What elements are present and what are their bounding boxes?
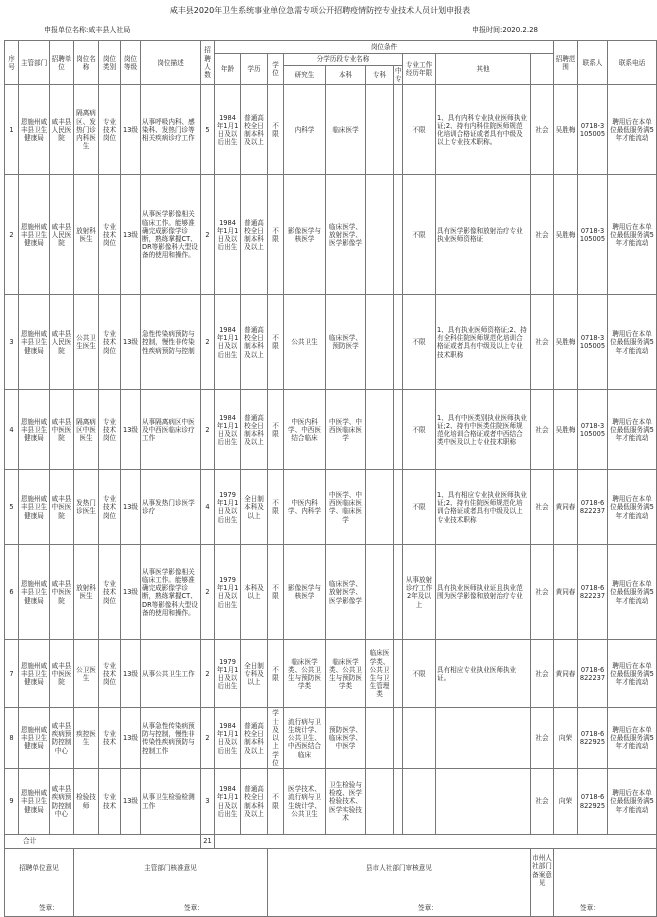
cell-seq: 5	[5, 470, 19, 545]
cell-phone: 0718-3105005	[578, 295, 608, 390]
date-label: 申报时间:	[472, 26, 503, 34]
cell-post-type: 专业技术岗位	[99, 640, 121, 708]
table-row	[5, 175, 657, 295]
cell-post-desc: 从事卫生检验检测工作	[141, 769, 201, 835]
cell-seq: 1	[5, 85, 19, 175]
cell-secondary	[394, 640, 403, 708]
cell-post-type: 专业技术岗位	[99, 295, 121, 390]
table-row	[5, 470, 657, 545]
cell-post-name: 发热门诊医生	[74, 470, 99, 545]
cell-grad: 中医内科学、内科学	[284, 470, 326, 545]
cell-experience	[403, 708, 436, 769]
cell-age: 1984年1月1日及以后出生	[215, 175, 241, 295]
cell-count: 2	[201, 545, 215, 640]
recruitment-table	[4, 40, 657, 917]
cell-unit: 咸丰县人民医院	[50, 295, 74, 390]
cell-post-name: 放射科医生	[74, 545, 99, 640]
cell-unit: 咸丰县中医医院	[50, 470, 74, 545]
cell-authority: 恩施州咸丰县卫生健康局	[19, 708, 50, 769]
cell-authority: 恩施州咸丰县卫生健康局	[19, 545, 50, 640]
cell-phone: 0718-6822237	[578, 545, 608, 640]
table-row	[5, 545, 657, 640]
cell-grad: 公共卫生	[284, 295, 326, 390]
hdr-education: 学历	[241, 54, 268, 85]
cell-count: 2	[201, 295, 215, 390]
cell-education: 普通高校全日制本科及以上	[241, 175, 268, 295]
cell-degree: 学士及以上学位	[268, 708, 284, 769]
cell-phone: 0718-6822237	[578, 470, 608, 545]
cell-unit: 咸丰县人民医院	[50, 175, 74, 295]
cell-age: 1979年1月1日及以后出生	[215, 640, 241, 708]
cell-grad: 流行病与卫生统计学、公共卫生、中西医结合临床	[284, 708, 326, 769]
applicant-line	[44, 26, 130, 35]
hdr-post-type: 岗位类别	[99, 41, 121, 85]
table-row	[5, 85, 657, 175]
cell-unit: 咸丰县疾病预防控制中心	[50, 769, 74, 835]
cell-post-type: 专业技术	[99, 769, 121, 835]
cell-other: 1、具有内科专业执业医师执业证;2、持有内科住院医师规范化培训合格证或者具有中级及以上专业技术职称。	[436, 85, 531, 175]
sig-city	[531, 849, 554, 917]
hdr-phone: 联系电话	[608, 41, 657, 85]
cell-grad: 医学技术、流行病与卫生统计学、公共卫生	[284, 769, 326, 835]
cell-grad: 临床医学类、公共卫生与预防医学类	[284, 640, 326, 708]
cell-post-desc: 从事医学影像相关临床工作。能够准确完成影像学诊断，熟练掌握CT、DR等影像科大型设备的使用和操作。	[141, 175, 201, 295]
cell-phone: 0718-6822237	[578, 640, 608, 708]
sig-unit-sign: 签章：	[39, 903, 59, 912]
hdr-count: 招聘人数	[201, 41, 215, 85]
cell-post-desc: 从事呼吸内科、感染科、发热门诊等相关疾病诊疗工作	[141, 85, 201, 175]
cell-authority: 恩施州咸丰县卫生健康局	[19, 295, 50, 390]
sig-unit	[5, 849, 74, 917]
cell-education: 普通高校全日制本科及以上	[241, 708, 268, 769]
cell-age: 1984年1月1日及以后出生	[215, 390, 241, 470]
sig-county-caption: 县市人社部门审核意见	[366, 864, 432, 873]
cell-post-desc: 从事急性传染病预防与控制，慢性非传染性疾病预防与控制工作	[141, 708, 201, 769]
cell-remark: 聘用后在本单位最低服务满5年才能流动	[608, 175, 657, 295]
cell-phone: 0718-6822925	[578, 708, 608, 769]
cell-undergrad: 临床医学、预防医学	[326, 295, 366, 390]
cell-contact: 吴胜梅	[554, 295, 578, 390]
cell-unit: 咸丰县中医医院	[50, 390, 74, 470]
cell-post-level: 13级	[121, 85, 141, 175]
cell-age: 1984年1月1日及以后出生	[215, 769, 241, 835]
cell-count: 2	[201, 640, 215, 708]
cell-count: 2	[201, 175, 215, 295]
cell-post-type: 专业技术岗位	[99, 85, 121, 175]
cell-other: 1、具有执业医师资格证;2、持有全科住院医师规范化培训合格证或者具有中级及以上专业技术职称	[436, 295, 531, 390]
sig-authority-sign: 签章：	[184, 903, 204, 912]
cell-other	[436, 708, 531, 769]
cell-remark: 聘用后在本单位最低服务满5年才能流动	[608, 295, 657, 390]
table-row	[5, 295, 657, 390]
cell-contact: 向荣	[554, 708, 578, 769]
cell-college	[366, 85, 394, 175]
cell-experience: 不限	[403, 640, 436, 708]
cell-undergrad: 临床医学、放射医学、医学影像学	[326, 545, 366, 640]
cell-other: 1、具有中医类别执业医师执业证;2、持有中医类住院医师规范化培训合格证或者中西结合类中医及以上专业技术职称	[436, 390, 531, 470]
total-row	[5, 835, 657, 849]
cell-experience: 不限	[403, 295, 436, 390]
cell-seq: 3	[5, 295, 19, 390]
cell-post-name: 疾控医生	[74, 708, 99, 769]
cell-age: 1979年1月1日及以后出生	[215, 545, 241, 640]
cell-experience: 不限	[403, 390, 436, 470]
date-value: 2020.2.28	[502, 26, 538, 34]
cell-post-level: 13级	[121, 390, 141, 470]
cell-post-type: 专业技术岗位	[99, 545, 121, 640]
cell-contact: 吴胜梅	[554, 175, 578, 295]
cell-unit: 咸丰县中医医院	[50, 640, 74, 708]
hdr-degree: 学位	[268, 54, 284, 85]
cell-seq: 6	[5, 545, 19, 640]
cell-post-desc: 从事隔离病区中医及中西医临床诊疗工作	[141, 390, 201, 470]
cell-scope: 社会	[531, 175, 554, 295]
cell-unit: 咸丰县人民医院	[50, 85, 74, 175]
cell-grad: 内科学	[284, 85, 326, 175]
cell-post-level: 13级	[121, 470, 141, 545]
cell-post-type: 专业技术岗位	[99, 390, 121, 470]
sig-unit-caption: 招聘单位意见	[19, 864, 59, 873]
cell-post-level: 13级	[121, 295, 141, 390]
cell-experience	[403, 769, 436, 835]
sig-city-caption: 市州人社部门备案意见	[532, 854, 552, 887]
cell-authority: 恩施州咸丰县卫生健康局	[19, 470, 50, 545]
cell-experience: 不限	[403, 85, 436, 175]
cell-experience: 不限	[403, 175, 436, 295]
cell-secondary	[394, 175, 403, 295]
table-row	[5, 390, 657, 470]
cell-undergrad: 中医学、中西医临床医学、临床医学	[326, 470, 366, 545]
cell-grad: 影像医学与核医学	[284, 175, 326, 295]
cell-secondary	[394, 470, 403, 545]
cell-scope: 社会	[531, 545, 554, 640]
cell-college	[366, 390, 394, 470]
cell-authority: 恩施州咸丰县卫生健康局	[19, 640, 50, 708]
meta-bar	[4, 24, 636, 38]
cell-undergrad: 预防医学、临床医学、中医学	[326, 708, 366, 769]
cell-contact: 黄同春	[554, 470, 578, 545]
cell-scope: 社会	[531, 769, 554, 835]
hdr-scope: 招聘范围	[554, 41, 578, 85]
cell-undergrad: 临床医学	[326, 85, 366, 175]
cell-degree: 不限	[268, 470, 284, 545]
hdr-grad: 研究生	[284, 66, 326, 85]
cell-college	[366, 175, 394, 295]
cell-count: 3	[201, 769, 215, 835]
sig-city-space	[554, 849, 657, 917]
hdr-conditions: 岗位条件	[215, 41, 554, 54]
hdr-experience: 专业工作经历年限	[403, 54, 436, 85]
table-row	[5, 708, 657, 769]
cell-secondary	[394, 85, 403, 175]
cell-degree: 不限	[268, 769, 284, 835]
cell-post-level: 13级	[121, 545, 141, 640]
cell-education: 普通高校全日制本科及以上	[241, 85, 268, 175]
cell-grad: 影像医学与核医学	[284, 545, 326, 640]
cell-college	[366, 545, 394, 640]
cell-remark: 聘用后在本单位最低服务满5年才能流动	[608, 470, 657, 545]
cell-post-desc: 急性传染病预防与控制，慢性非传染性疾病预防与控制	[141, 295, 201, 390]
cell-undergrad: 临床医学、放射医学、医学影像学	[326, 175, 366, 295]
cell-post-name: 公卫医生	[74, 640, 99, 708]
cell-seq: 2	[5, 175, 19, 295]
cell-post-desc: 从事医学影像相关临床工作。能够准确完成影像学诊断，熟练掌握CT、DR等影像科大型设备的使用和操作。	[141, 545, 201, 640]
cell-scope: 社会	[531, 470, 554, 545]
cell-experience: 从事放射诊疗工作2年及以上	[403, 545, 436, 640]
cell-post-desc: 从事发热门诊医学诊疗	[141, 470, 201, 545]
sig-authority	[74, 849, 268, 917]
cell-scope: 社会	[531, 640, 554, 708]
cell-secondary	[394, 545, 403, 640]
date-line	[472, 26, 538, 35]
cell-unit: 咸丰县中医医院	[50, 545, 74, 640]
cell-college	[366, 769, 394, 835]
cell-undergrad: 卫生检验与检疫、医学检验技术、医学实验技术	[326, 769, 366, 835]
hdr-seq: 序号	[5, 41, 19, 85]
cell-post-name: 隔离病区中医医生	[74, 390, 99, 470]
applicant-name: 咸丰县人社局	[88, 26, 131, 34]
applicant-label: 申报单位名称:	[44, 26, 89, 34]
cell-other	[436, 769, 531, 835]
cell-contact: 黄同春	[554, 545, 578, 640]
cell-remark: 聘用后在本单位最低服务满5年才能流动	[608, 640, 657, 708]
cell-seq: 8	[5, 708, 19, 769]
cell-degree: 不限	[268, 295, 284, 390]
hdr-age: 年龄	[215, 54, 241, 85]
cell-age: 1984年1月1日及以后出生	[215, 295, 241, 390]
cell-undergrad: 中医学、中西医临床医学	[326, 390, 366, 470]
sig-county	[268, 849, 531, 917]
cell-degree: 不限	[268, 390, 284, 470]
cell-contact: 吴胜梅	[554, 85, 578, 175]
cell-post-level: 13级	[121, 708, 141, 769]
cell-post-level: 13级	[121, 769, 141, 835]
cell-post-type: 专业技术岗位	[99, 175, 121, 295]
cell-post-desc: 从事公共卫生工作	[141, 640, 201, 708]
cell-authority: 恩施州咸丰县卫生健康局	[19, 769, 50, 835]
cell-education: 普通高校全日制本科及以上	[241, 390, 268, 470]
hdr-post-level: 岗位等级	[121, 41, 141, 85]
sig-city-sign: 签章：	[580, 903, 600, 912]
cell-degree: 不限	[268, 85, 284, 175]
total-value: 21	[201, 835, 215, 849]
cell-post-name: 放射科医生	[74, 175, 99, 295]
cell-scope: 社会	[531, 390, 554, 470]
hdr-authority: 主管部门	[19, 41, 50, 85]
cell-seq: 7	[5, 640, 19, 708]
hdr-college: 专科	[366, 66, 394, 85]
cell-contact: 向荣	[554, 769, 578, 835]
table-body	[5, 85, 657, 835]
cell-age: 1984年1月1日及以后出生	[215, 85, 241, 175]
cell-post-level: 13级	[121, 640, 141, 708]
total-label: 合计	[5, 835, 201, 849]
cell-secondary	[394, 769, 403, 835]
cell-secondary	[394, 295, 403, 390]
sig-authority-caption: 主管部门核准意见	[144, 864, 197, 873]
cell-education: 全日制本科及以上	[241, 470, 268, 545]
cell-scope: 社会	[531, 85, 554, 175]
cell-scope: 社会	[531, 708, 554, 769]
cell-count: 5	[201, 85, 215, 175]
table-row	[5, 640, 657, 708]
cell-post-name: 检验技师	[74, 769, 99, 835]
cell-age: 1984年1月1日及以后出生	[215, 708, 241, 769]
cell-post-name: 隔离病区、发热门诊内科医生	[74, 85, 99, 175]
cell-other: 具有执业医师执业证且执业范围为医学影像和放射治疗专业	[436, 545, 531, 640]
hdr-undergrad: 本科	[326, 66, 366, 85]
cell-unit: 咸丰县疾病预防控制中心	[50, 708, 74, 769]
table-row	[5, 769, 657, 835]
cell-count: 2	[201, 708, 215, 769]
cell-college	[366, 295, 394, 390]
cell-authority: 恩施州咸丰县卫生健康局	[19, 175, 50, 295]
cell-authority: 恩施州咸丰县卫生健康局	[19, 85, 50, 175]
cell-post-level: 13级	[121, 175, 141, 295]
signature-row	[5, 849, 657, 917]
cell-secondary	[394, 390, 403, 470]
cell-phone: 0718-3105005	[578, 85, 608, 175]
cell-other: 具有相应专业执业医师执业证。	[436, 640, 531, 708]
cell-undergrad: 临床医学类、公共卫生与预防医学类	[326, 640, 366, 708]
cell-remark: 聘用后在本单位最低服务满5年才能流动	[608, 769, 657, 835]
cell-education: 普通高校全日制本科及以上	[241, 295, 268, 390]
cell-other: 具有医学影像和放射治疗专业执业医师资格证	[436, 175, 531, 295]
cell-phone: 0718-3105005	[578, 175, 608, 295]
cell-remark: 聘用后在本单位最低服务满5年才能流动	[608, 708, 657, 769]
sig-county-sign: 签章：	[418, 903, 438, 912]
hdr-post-name: 岗位名称	[74, 41, 99, 85]
cell-remark: 聘用后在本单位最低服务满5年才能流动	[608, 545, 657, 640]
cell-seq: 4	[5, 390, 19, 470]
cell-college: 临床医学类、公共卫生与卫生管理类	[366, 640, 394, 708]
hdr-post-desc: 岗位描述	[141, 41, 201, 85]
cell-grad: 中医内科学、中西医结合临床	[284, 390, 326, 470]
cell-other: 1、具有相应专业执业医师执业证;2、持有住院医师规范化培训合格证或者具有中级及以上专业技术职称	[436, 470, 531, 545]
cell-post-type: 专业技术岗位	[99, 470, 121, 545]
cell-phone: 0718-3105005	[578, 390, 608, 470]
cell-count: 2	[201, 390, 215, 470]
hdr-secondary: 中专	[395, 67, 402, 84]
cell-college	[366, 470, 394, 545]
cell-count: 4	[201, 470, 215, 545]
cell-post-name: 公共卫生医生	[74, 295, 99, 390]
hdr-other: 其他	[436, 54, 531, 85]
cell-authority: 恩施州咸丰县卫生健康局	[19, 390, 50, 470]
cell-phone: 0718-6822925	[578, 769, 608, 835]
cell-remark: 聘用后在本单位最低服务满5年才能流动	[608, 390, 657, 470]
cell-education: 全日制专科及以上	[241, 640, 268, 708]
cell-experience: 不限	[403, 470, 436, 545]
cell-post-type: 专业技术	[99, 708, 121, 769]
hdr-unit: 招聘单位	[50, 41, 74, 85]
cell-scope: 社会	[531, 295, 554, 390]
hdr-major-group: 分学历段专业名称	[284, 54, 403, 66]
cell-college	[366, 708, 394, 769]
cell-education: 本科及以上	[241, 545, 268, 640]
cell-degree: 不限	[268, 175, 284, 295]
cell-degree: 不限	[268, 640, 284, 708]
cell-seq: 9	[5, 769, 19, 835]
cell-degree: 不限	[268, 545, 284, 640]
cell-contact: 吴胜梅	[554, 390, 578, 470]
page-title: 咸丰县2020年卫生系统事业单位急需专项公开招聘疫情防控专业技术人员计划申报表	[169, 6, 471, 15]
cell-remark: 聘用后在本单位最低服务满5年才能流动	[608, 85, 657, 175]
cell-age: 1979年1月1日及以后出生	[215, 470, 241, 545]
hdr-contact: 联系人	[578, 41, 608, 85]
cell-contact: 黄同春	[554, 640, 578, 708]
cell-secondary	[394, 708, 403, 769]
cell-education: 普通高校全日制本科及以上	[241, 769, 268, 835]
